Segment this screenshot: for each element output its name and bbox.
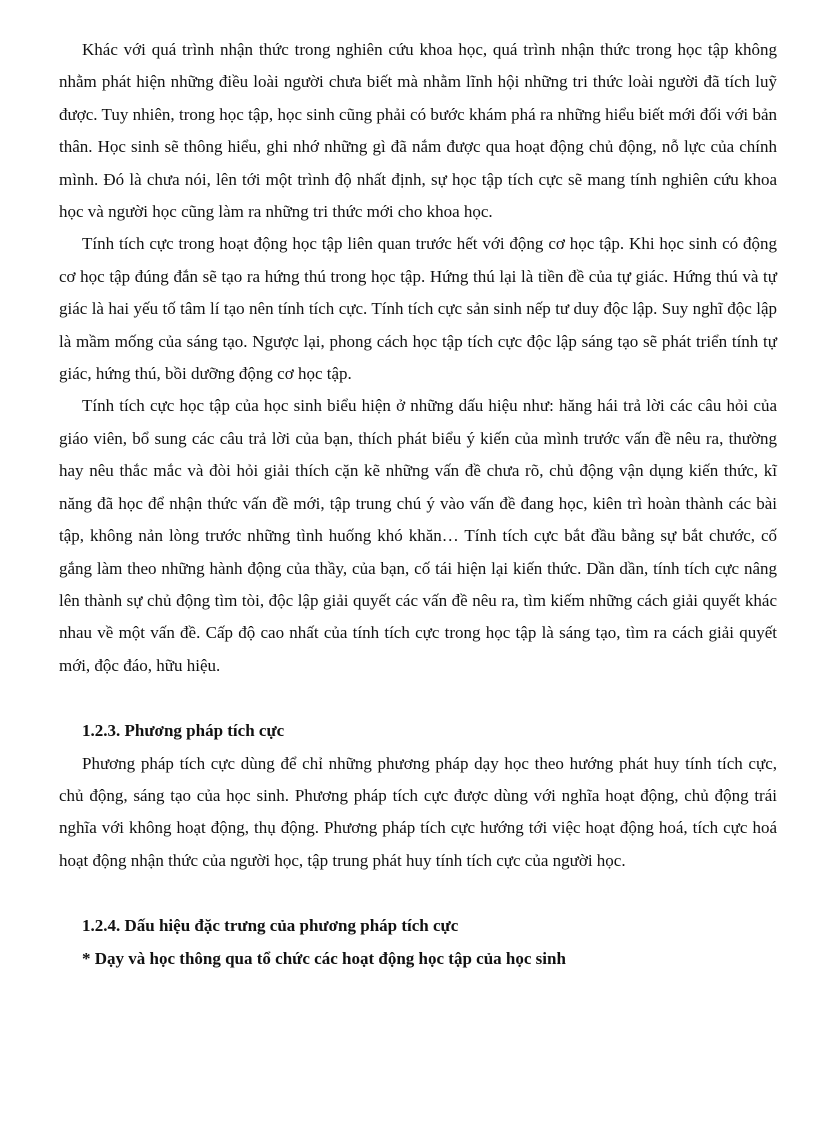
- section-spacer: [59, 682, 777, 715]
- paragraph-motivation: Tính tích cực trong hoạt động học tập liên quan trước hết với động cơ học tập. Khi học sinh có động cơ học tập đúng đắn sẽ tạo ra hứng thú trong học tập. Hứng thú lại là tiền đề của tự giác. Hứng thú và tự giác là hai yếu tố tâm lí tạo nên tính tích cực. Tính tích cực sản sinh nếp tư duy độc lập. Suy nghĩ độc lập là mầm mống của sáng tạo. Ngược lại, phong cách học tập tích cực độc lập sáng tạo sẽ phát triển tính tự giác, hứng thú, bồi dưỡng động cơ học tập.: [59, 234, 777, 384]
- section-heading-1-2-3: 1.2.3. Phương pháp tích cực: [82, 721, 285, 741]
- bullet-heading-activities: * Dạy và học thông qua tổ chức các hoạt động học tập của học sinh: [82, 948, 566, 968]
- page-content: [59, 34, 777, 975]
- section-heading-1-2-4: 1.2.4. Dấu hiệu đặc trưng của phương pháp tích cực: [82, 916, 459, 936]
- paragraph-learning-cognition: Khác với quá trình nhận thức trong nghiên cứu khoa học, quá trình nhận thức trong học tập không nhằm phát hiện những điều loài người chưa biết mà nhằm lĩnh hội những tri thức loài người đã tích luỹ được. Tuy nhiên, trong học tập, học sinh cũng phải có bước khám phá ra những hiểu biết mới đối với bản thân. Học sinh sẽ thông hiểu, ghi nhớ những gì đã nắm được qua hoạt động chủ động, nỗ lực của chính mình. Đó là chưa nói, lên tới một trình độ nhất định, sự học tập tích cực sẽ mang tính nghiên cứu khoa học và người học cũng làm ra những tri thức mới cho khoa học.: [59, 40, 777, 222]
- section-spacer: [59, 877, 777, 910]
- paragraph-active-signs: Tính tích cực học tập của học sinh biểu hiện ở những dấu hiệu như: hăng hái trả lời các câu hỏi của giáo viên, bổ sung các câu trả lời của bạn, thích phát biểu ý kiến của mình trước vấn đề nêu ra, thường hay nêu thắc mắc và đòi hỏi giải thích cặn kẽ những vấn đề chưa rõ, chủ động vận dụng kiến thức, kĩ năng đã học để nhận thức vấn đề mới, tập trung chú ý vào vấn đề đang học, kiên trì hoàn thành các bài tập, không nản lòng trước những tình huống khó khăn… Tính tích cực bắt đầu bằng sự bắt chước, cố gắng làm theo những hành động của thầy, của bạn, cố tái hiện lại kiến thức. Dần dần, tính tích cực nâng lên thành sự chủ động tìm tòi, độc lập giải quyết các vấn đề nêu ra, tìm kiếm những cách giải quyết khác nhau về một vấn đề. Cấp độ cao nhất của tính tích cực trong học tập là sáng tạo, tìm ra cách giải quyết mới, độc đáo, hữu hiệu.: [59, 396, 777, 675]
- paragraph-active-method: Phương pháp tích cực dùng để chỉ những phương pháp dạy học theo hướng phát huy tính tích cực, chủ động, sáng tạo của học sinh. Phương pháp tích cực được dùng với nghĩa hoạt động, chủ động trái nghĩa với không hoạt động, thụ động. Phương pháp tích cực hướng tới việc hoạt động hoá, tích cực hoá hoạt động nhận thức của người học, tập trung phát huy tính tích cực của người học.: [59, 753, 777, 870]
